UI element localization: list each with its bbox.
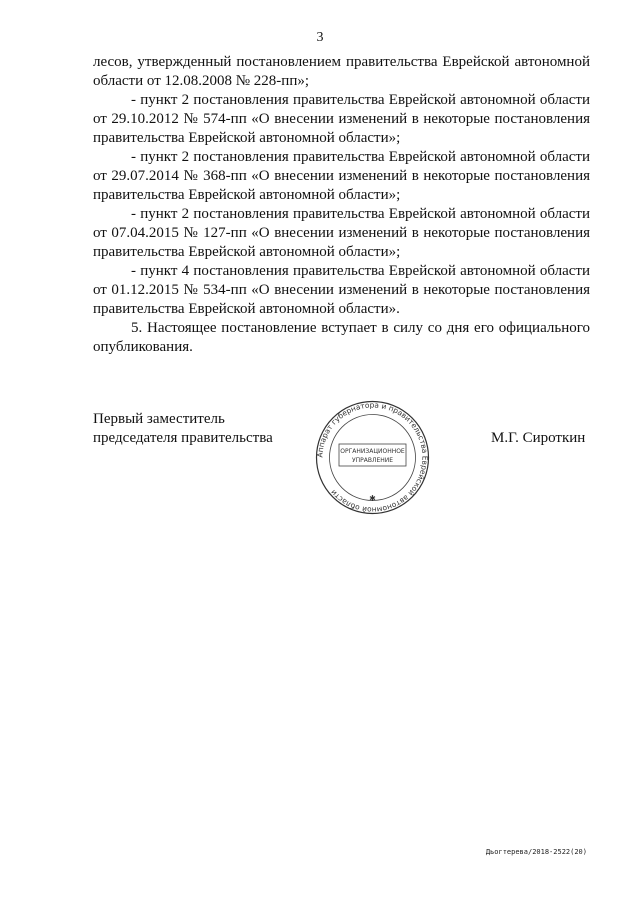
- paragraph: - пункт 2 постановления правительства Еврейской автономной области от 29.10.2012 № 574-пп «О внесении изменений в некоторые постановления правительства Еврейской автономной области»;: [93, 92, 590, 146]
- stamp-outer-text: Аппарат губернатора и правительства Еврейской автономной области: [315, 400, 430, 515]
- stamp-center-line2: УПРАВЛЕНИЕ: [351, 457, 394, 464]
- document-body: [93, 53, 590, 357]
- paragraph: лесов, утвержденный постановлением правительства Еврейской автономной области от 12.08.2008 № 228-пп»;: [93, 54, 590, 89]
- signer-title-line1: Первый заместитель: [93, 411, 225, 427]
- official-stamp: [310, 400, 435, 515]
- paragraph: 5. Настоящее постановление вступает в силу со дня его официального опубликования.: [93, 320, 590, 355]
- footer-code: Дьогтерева/2018-2522(20): [485, 848, 587, 856]
- signature-block: [93, 410, 273, 448]
- stamp-center-line1: ОРГАНИЗАЦИОННОЕ: [340, 448, 405, 455]
- stamp-star-icon: ✱: [369, 494, 376, 503]
- paragraph: - пункт 2 постановления правительства Еврейской автономной области от 29.07.2014 № 368-пп «О внесении изменений в некоторые постановления правительства Еврейской автономной области»;: [93, 149, 590, 203]
- signer-name: М.Г. Сироткин: [491, 430, 586, 446]
- page-number: 3: [316, 30, 324, 45]
- paragraph: - пункт 4 постановления правительства Еврейской автономной области от 01.12.2015 № 534-пп «О внесении изменений в некоторые постановления правительства Еврейской автономной области».: [93, 263, 590, 317]
- paragraph: - пункт 2 постановления правительства Еврейской автономной области от 07.04.2015 № 127-пп «О внесении изменений в некоторые постановления правительства Еврейской автономной области»;: [93, 206, 590, 260]
- signer-title-line2: председателя правительства: [93, 430, 273, 446]
